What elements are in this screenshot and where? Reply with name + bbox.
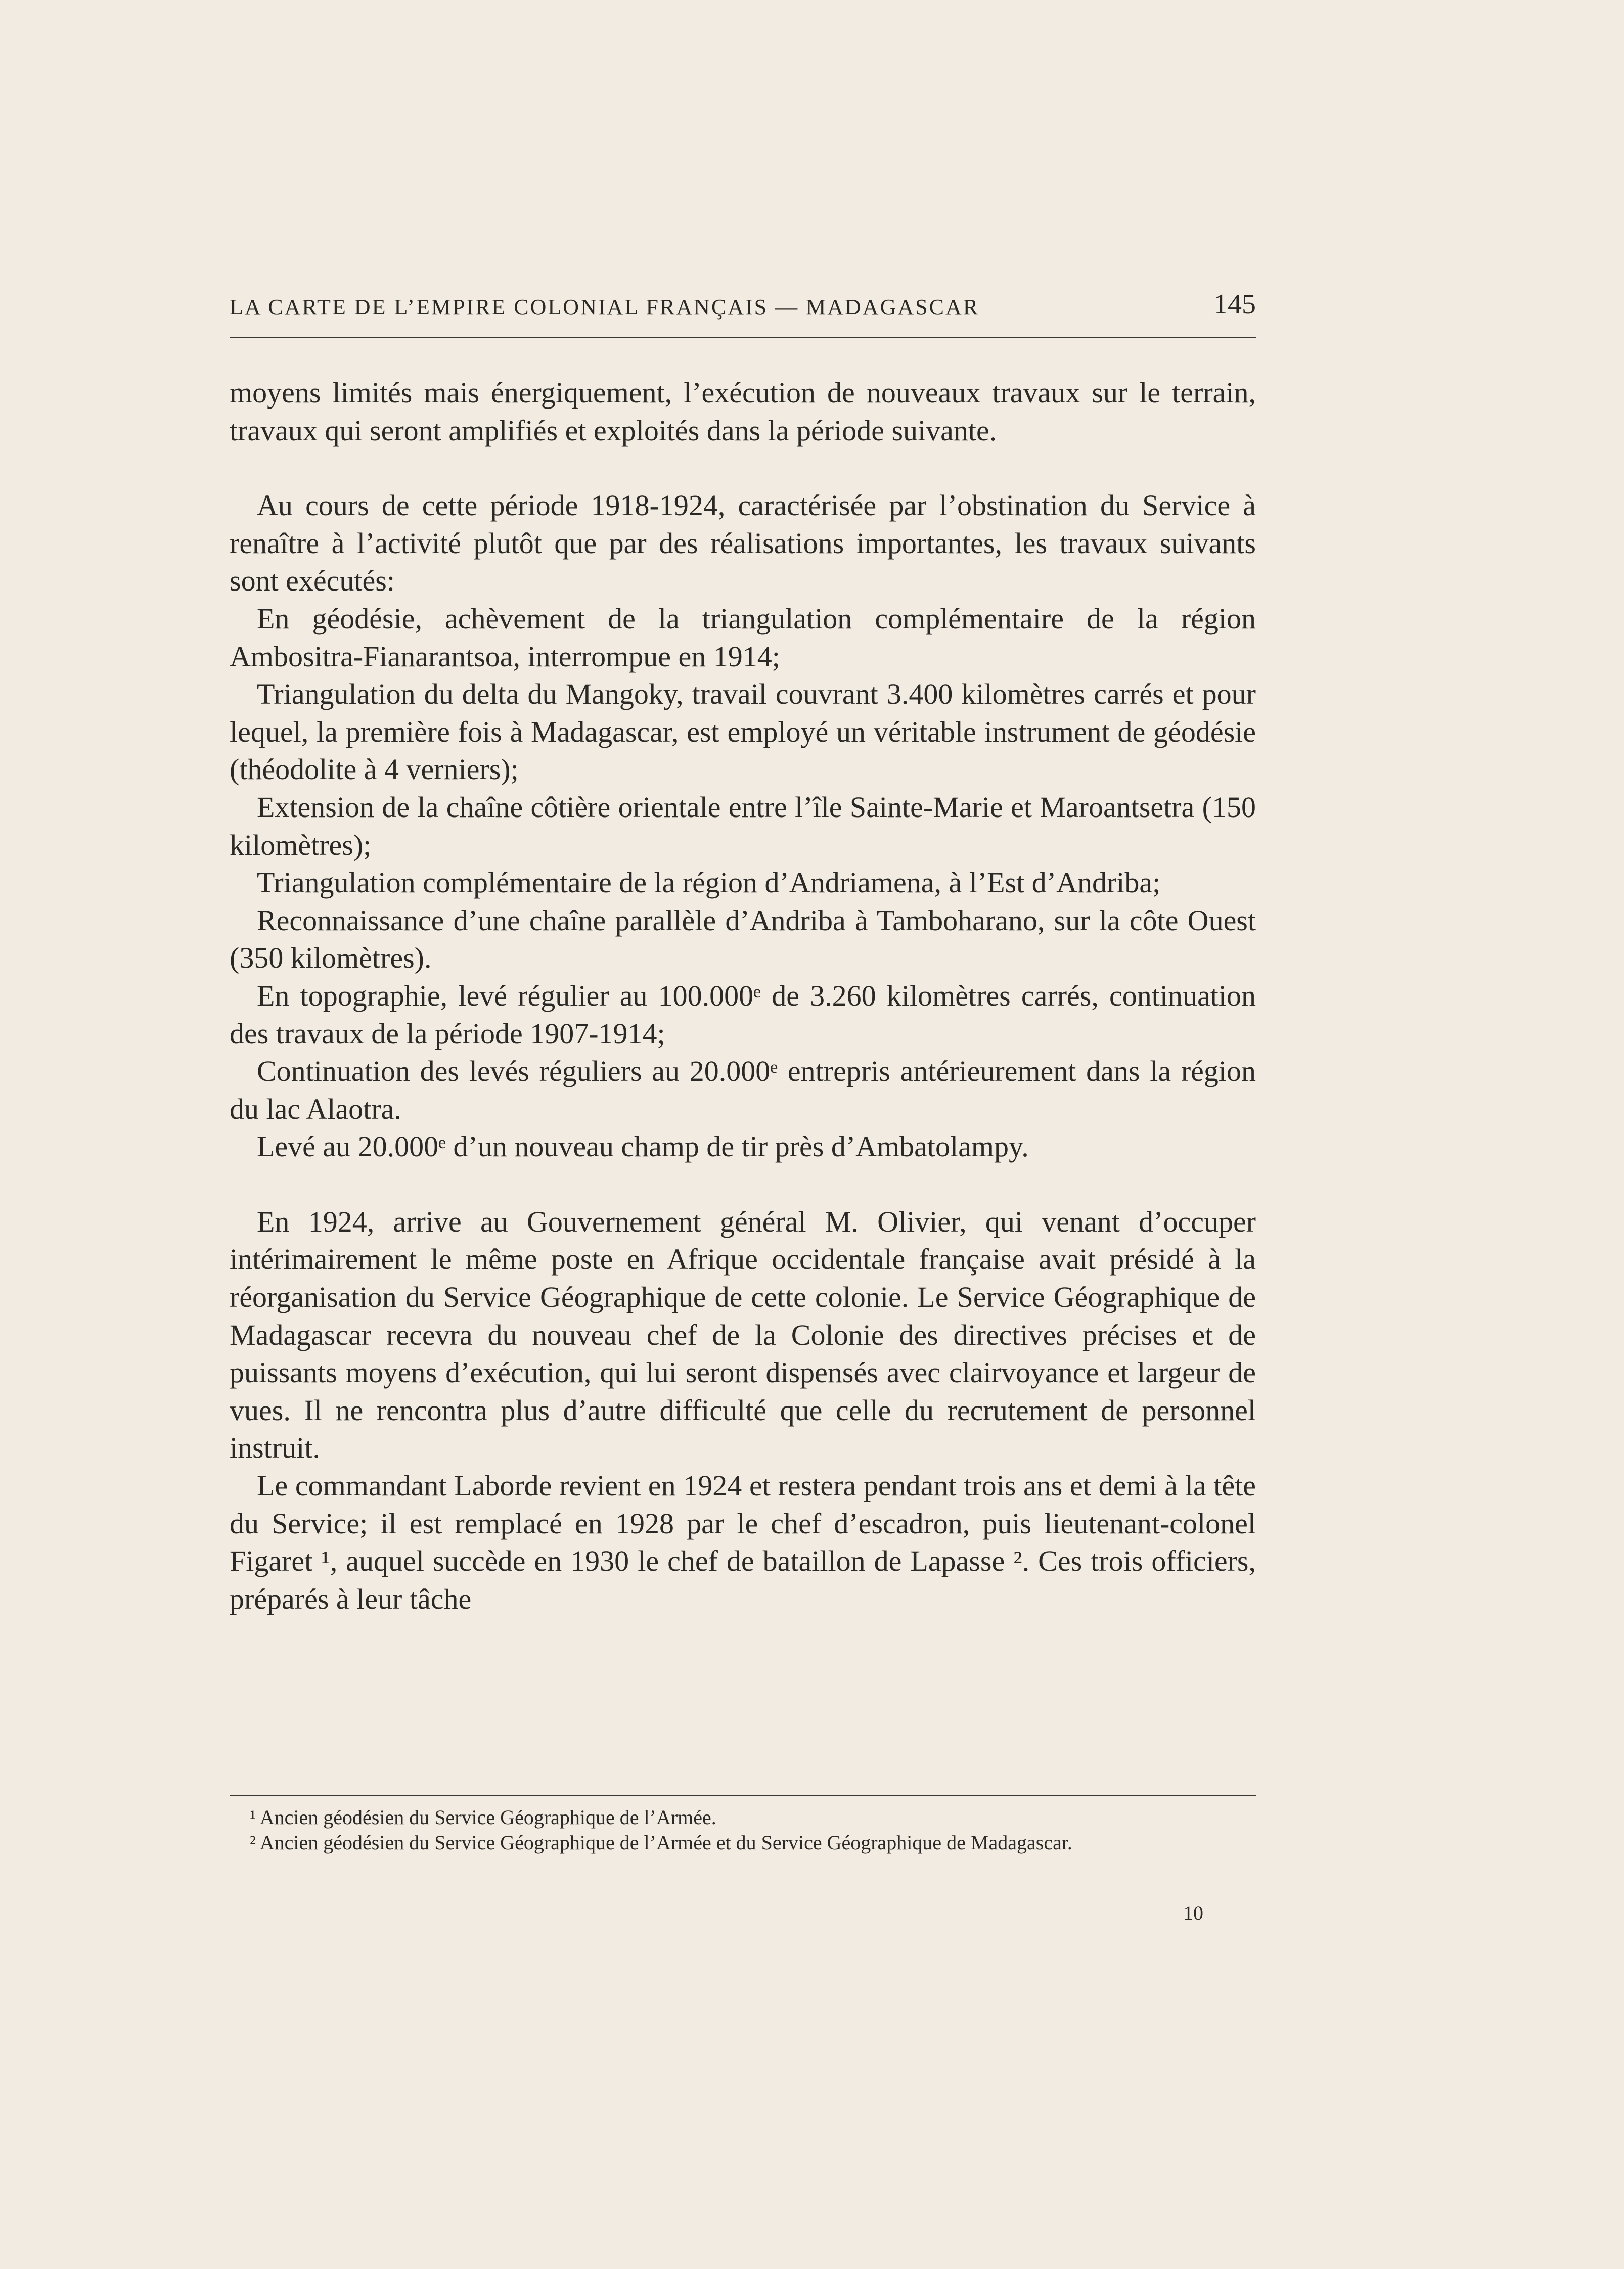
paragraph: Triangulation complémentaire de la région d’Andriamena, à l’Est d’Andriba; (257, 866, 1161, 899)
paragraph: Reconnaissance d’une chaîne parallèle d’Andriba à Tamboharano, sur la côte Ouest (350 kilomètres). (230, 903, 1256, 975)
signature-mark: 10 (1183, 1901, 1203, 1924)
paragraph: Triangulation du delta du Mangoky, travail couvrant 3.400 kilomètres carrés et pour lequel, la première fois à Madagascar, est employé un véritable instrument de géodésie (théodolite à 4 verniers); (230, 677, 1256, 786)
paragraph: Au cours de cette période 1918-1924, caractérisée par l’obstination du Service à renaître à l’activité plutôt que par des réalisations importantes, les travaux suivants sont exécutés: (230, 489, 1256, 598)
footnote: ² Ancien géodésien du Service Géographique de l’Armée et du Service Géographique de Madagascar. (250, 1831, 1072, 1854)
paragraph: En 1924, arrive au Gouvernement général M. Olivier, qui venant d’occuper intérimairement le même poste en Afrique occidentale française avait présidé à la réorganisation du Service Géographique de cette colonie. Le Service Géographique de Madagascar recevra du nouveau chef de la Colonie des directives précises et de puissants moyens d’exécution, qui lui seront dispensés avec clairvoyance et largeur de vues. Il ne rencontra plus d’autre difficulté que celle du recrutement de personnel instruit. (230, 1205, 1256, 1465)
page-number: 145 (1213, 289, 1256, 320)
paragraph: Levé au 20.000ᵉ d’un nouveau champ de tir près d’Ambatolampy. (257, 1130, 1029, 1163)
paragraph: Extension de la chaîne côtière orientale entre l’île Sainte-Marie et Maroantsetra (150 kilomètres); (230, 790, 1256, 861)
page-header (230, 288, 1256, 329)
paragraph: Le commandant Laborde revient en 1924 et restera pendant trois ans et demi à la tête du Service; il est remplacé en 1928 par le chef d’escadron, puis lieutenant-colonel Figaret ¹, auquel succède en 1930 le chef de bataillon de Lapasse ². Ces trois officiers, préparés à leur tâche (230, 1469, 1256, 1615)
paragraph: En topographie, levé régulier au 100.000ᵉ de 3.260 kilomètres carrés, continuation des travaux de la période 1907-1914; (230, 979, 1256, 1050)
running-title: LA CARTE DE L’EMPIRE COLONIAL FRANÇAIS — MADAGASCAR (230, 295, 980, 320)
header-rule (230, 337, 1256, 338)
footnote-rule (230, 1795, 1256, 1796)
paragraph: moyens limités mais énergiquement, l’exécution de nouveaux travaux sur le terrain, travaux qui seront amplifiés et exploités dans la période suivante. (230, 376, 1256, 447)
paragraph: Continuation des levés réguliers au 20.000ᵉ entrepris antérieurement dans la région du lac Alaotra. (230, 1055, 1256, 1125)
footnotes (230, 1805, 1256, 1855)
footnote: ¹ Ancien géodésien du Service Géographique de l’Armée. (250, 1806, 716, 1829)
paragraph: En géodésie, achèvement de la triangulation complémentaire de la région Ambositra-Fianarantsoa, interrompue en 1914; (230, 602, 1256, 673)
body-text (230, 374, 1256, 1618)
